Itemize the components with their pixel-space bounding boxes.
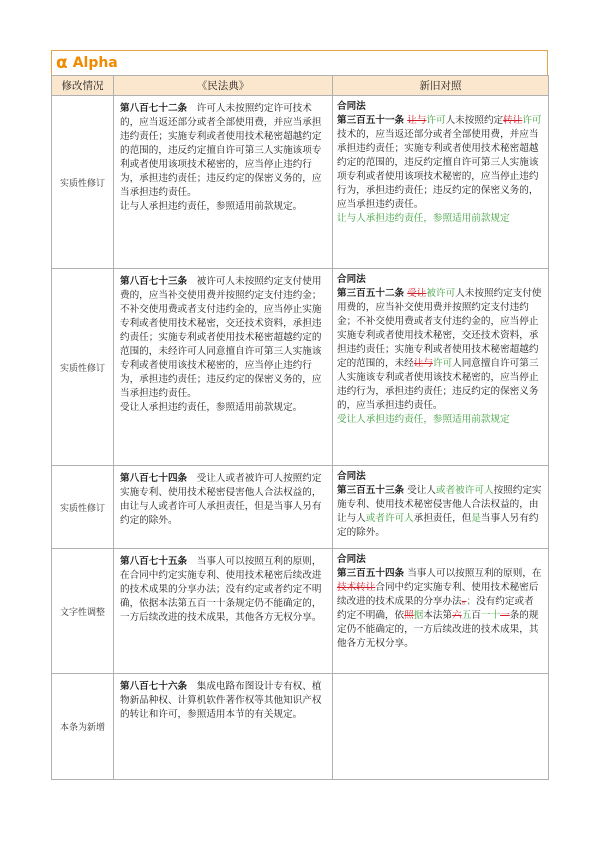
civil-article-number: 第八百七十四条 [120,473,188,484]
deleted-text: 六 [452,610,462,621]
deleted-text: 让与 [413,358,433,369]
old-article-text [337,287,543,413]
added-text: ； [466,596,477,607]
table-row [52,466,549,549]
added-text: 许可 [432,358,453,369]
added-text: 一十 [480,610,501,621]
status-cell: 本条为新增 [52,674,114,780]
civil-article-text: 集成电路布图设计专有权、植物新品种权、计算机软件著作权等其他知识产权的转让和许可，参照适用本节的有关规定。 [120,681,322,720]
deleted-text: 照 [404,610,414,621]
brand-name: Alpha [72,55,118,71]
unchanged-text: 合同中约定实施专利、使用技术秘密后续改进的技术成果的分享办法 [337,582,539,607]
added-text: 五 [461,610,472,621]
added-text: 许可 [426,115,446,126]
civil-article-number: 第八百七十五条 [120,556,188,567]
deleted-text: 让与 [407,115,427,126]
table-row [52,674,549,780]
status-cell: 实质性修订 [52,269,114,466]
comparison-cell [333,674,549,780]
table-row [52,269,549,466]
old-article-number: 第三百五十一条 [337,115,405,126]
civil-article-text: 当事人可以按照互利的原则，在合同中约定实施专利、使用技术秘密后续改进的技术成果的分享办法；没有约定或者约定不明确，依据本法第五百一十条规定仍不能确定的，一方后续改进的技术成果，其他各方无权分享。 [120,556,322,623]
deleted-text: 一 [500,610,510,621]
unchanged-text: 当事人另有约定的除外。 [337,513,539,538]
unchanged-text: 人未按照约定支付使用费的，应当补交使用费并按照约定支付违约金；不补交使用费或者支付违约金的，应当停止实施专利或者使用技术秘密，交还技术资料，承担违约责任；实施专利或者使用技术秘密超越约定的范围的，未经 [337,288,542,369]
old-article-text [337,567,543,651]
civil-code-cell [114,466,333,549]
document-page [51,50,548,780]
comparison-cell [333,96,549,269]
civil-code-cell [114,674,333,780]
header-status: 修改情况 [52,76,114,96]
added-paragraph: 让与人承担违约责任，参照适用前款规定 [337,213,510,224]
comparison-cell [333,466,549,549]
old-article-text [337,114,543,212]
civil-article-text: 被许可人未按照约定支付使用费的，应当补交使用费并按照约定支付违约金；不补交使用费或者支付违约金的，应当停止实施专利或者使用技术秘密，交还技术资料，承担违约责任；实施专利或者使用技术秘密超越约定的范围的，未经许可人同意擅自许可第三人实施该专利或者使用该技术秘密的，应当停止违约行为，承担违约责任；违反约定的保密义务的，应当承担违约责任。 [120,276,322,399]
civil-article-text: 许可人未按照约定许可技术的，应当返还部分或者全部使用费，并应当承担违约责任；实施专利或者使用技术秘密超越约定的范围的，违反约定擅自许可第三人实施该项专利或者使用该项技术秘密的，应当停止违约行为，承担违约责任；违反约定的保密义务的，应当承担违约责任。 [120,103,322,198]
unchanged-text: 人未按照约定 [445,115,504,126]
unchanged-text: 按照约定实施专利、使用技术秘密侵害他人合法权益的，由让与人 [337,485,542,524]
civil-article-text: 受让人或者被许可人按照约定实施专利、使用技术秘密侵害他人合法权益的，由让与人或者许可人承担责任，但是当事人另有约定的除外。 [120,473,322,526]
unchanged-text: 技术的，应当返还部分或者全部使用费，并应当承担违约责任；实施专利或者使用技术秘密超越约定的范围的，违反约定擅自许可第三人实施该项专利或者使用该项技术秘密的，应当停止违约行为，承担违约责任；违反约定的保密义务的，应当承担违约责任。 [337,129,539,210]
old-law-name: 合同法 [337,101,366,112]
deleted-text: 转让 [503,115,523,126]
table-row [52,96,549,269]
unchanged-text: 当事人可以按照互利的原则，在 [404,568,542,579]
old-article-number: 第三百五十二条 [337,288,405,299]
comparison-cell [333,269,549,466]
civil-article-number: 第八百七十二条 [120,103,188,114]
old-article-number: 第三百五十四条 [337,568,405,579]
added-text: 被许可 [426,288,456,299]
unchanged-text: 没有约定或者约定不明确，依 [337,596,534,621]
old-law-name: 合同法 [337,274,366,285]
brand-header [51,50,548,75]
added-text: 或者许可人 [365,513,414,524]
civil-article-paragraph: 受让人承担违约责任，参照适用前款规定。 [120,402,303,413]
alpha-logo-icon: α [56,52,68,73]
civil-code-cell [114,549,333,674]
comparison-table [51,75,549,780]
civil-code-cell [114,269,333,466]
unchanged-text: 本法第 [423,610,453,621]
status-cell: 文字性调整 [52,549,114,674]
table-row [52,549,549,674]
unchanged-text: 承担责任，但 [413,513,472,524]
old-law-name: 合同法 [337,554,366,565]
civil-article-paragraph: 让与人承担违约责任，参照适用前款规定。 [120,201,303,212]
deleted-text: 技术转让 [337,582,376,593]
civil-article-number: 第八百七十六条 [120,681,188,692]
added-text: 是 [471,513,481,524]
header-comparison: 新旧对照 [333,76,549,96]
added-text: 据 [413,610,424,621]
civil-article-number: 第八百七十三条 [120,276,188,287]
status-cell: 实质性修订 [52,466,114,549]
unchanged-text: 受让人 [404,485,436,496]
old-law-name: 合同法 [337,471,366,482]
added-paragraph: 受让人承担违约责任，参照适用前款规定 [337,414,510,425]
unchanged-text: 人同意擅自许可第三人实施该专利或者使用该技术秘密的，应当停止违约行为，承担违约责任；违反约定的保密义务的，应当承担违约责任。 [337,358,539,411]
added-text: 许可 [522,115,542,126]
status-cell: 实质性修订 [52,96,114,269]
added-text: 或者被许可人 [436,485,494,496]
unchanged-text: 百 [471,610,481,621]
civil-code-cell [114,96,333,269]
deleted-text: 。 [461,596,467,607]
comparison-cell [333,549,549,674]
old-article-text [337,484,543,540]
table-header-row [52,76,549,96]
unchanged-text: 条的规定仍不能确定的，一方后续改进的技术成果，其他各方无权分享。 [337,610,539,649]
header-civil-code: 《民法典》 [114,76,333,96]
old-article-number: 第三百五十三条 [337,485,405,496]
deleted-text: 受让 [407,288,427,299]
